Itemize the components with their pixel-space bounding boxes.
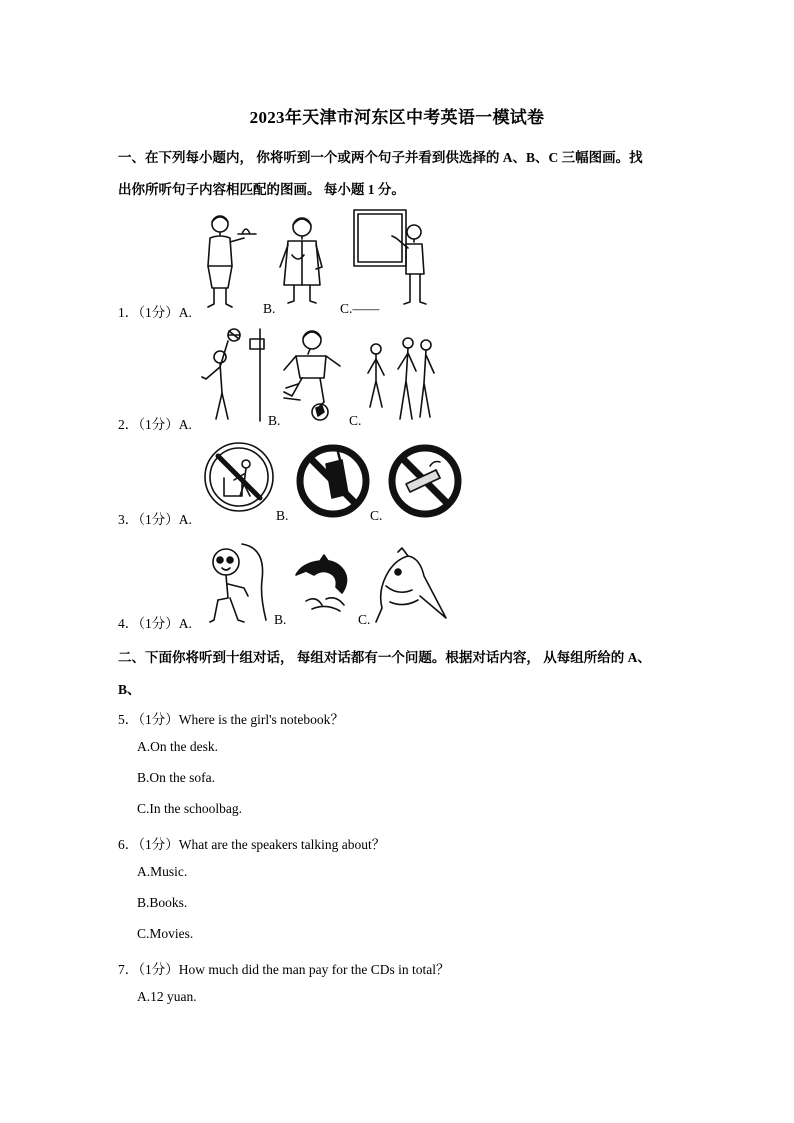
question-1-label: 1．（1分）A. bbox=[118, 305, 192, 320]
question-3-option-b: B. bbox=[276, 508, 289, 523]
question-3-label: 3．（1分）A. bbox=[118, 512, 192, 527]
question-7-option-a: A.12 yuan. bbox=[137, 989, 197, 1004]
no-phone-sign-icon bbox=[296, 444, 370, 518]
runners-icon bbox=[364, 333, 438, 423]
question-6-option-c: C.Movies. bbox=[137, 926, 194, 941]
doctor-icon bbox=[276, 215, 328, 305]
question-1-option-b: B. bbox=[263, 301, 276, 316]
dolphin-icon bbox=[292, 555, 354, 613]
question-2-option-c: C. bbox=[349, 413, 362, 428]
question-6-option-b: B.Books. bbox=[137, 895, 188, 910]
bird-icon bbox=[368, 546, 450, 626]
question-1-option-c: C.—— bbox=[340, 301, 380, 316]
question-3-option-c: C. bbox=[370, 508, 383, 523]
question-5-option-b: B.On the sofa. bbox=[137, 770, 215, 785]
soccer-player-icon bbox=[280, 326, 348, 422]
teacher-icon bbox=[352, 208, 432, 308]
waitress-icon bbox=[198, 212, 268, 310]
question-5-stem: 5．（1分）Where is the girl's notebook？ bbox=[118, 712, 344, 727]
question-4-option-b: B. bbox=[274, 612, 287, 627]
question-2-option-b: B. bbox=[268, 413, 281, 428]
question-5-option-a: A.On the desk. bbox=[137, 739, 218, 754]
monkey-icon bbox=[204, 540, 270, 626]
no-littering-sign-icon bbox=[202, 440, 276, 514]
question-4-label: 4．（1分）A. bbox=[118, 616, 192, 631]
section2-instruction-line1: 二、下面你将听到十组对话， 每组对话都有一个问题。根据对话内容， 从每组所给的 A、 bbox=[118, 650, 651, 665]
question-5-option-c: C.In the schoolbag. bbox=[137, 801, 242, 816]
question-6-option-a: A.Music. bbox=[137, 864, 188, 879]
question-2-label: 2．（1分）A. bbox=[118, 417, 192, 432]
section1-instruction-line1: 一、在下列每小题内， 你将听到一个或两个句子并看到供选择的 A、B、C 三幅图画。找 bbox=[118, 150, 643, 165]
basketball-player-icon bbox=[198, 325, 272, 423]
section2-instruction-line2: B、 bbox=[118, 682, 141, 697]
question-4-option-c: C. bbox=[358, 612, 371, 627]
question-6-stem: 6．（1分）What are the speakers talking about？ bbox=[118, 837, 386, 852]
section1-instruction-line2: 出你所听句子内容相匹配的图画。 每小题 1 分。 bbox=[118, 182, 405, 197]
page-title: 2023年天津市河东区中考英语一模试卷 bbox=[249, 108, 545, 127]
no-smoking-sign-icon bbox=[388, 444, 462, 518]
question-7-stem: 7．（1分）How much did the man pay for the CDs in total？ bbox=[118, 962, 450, 977]
